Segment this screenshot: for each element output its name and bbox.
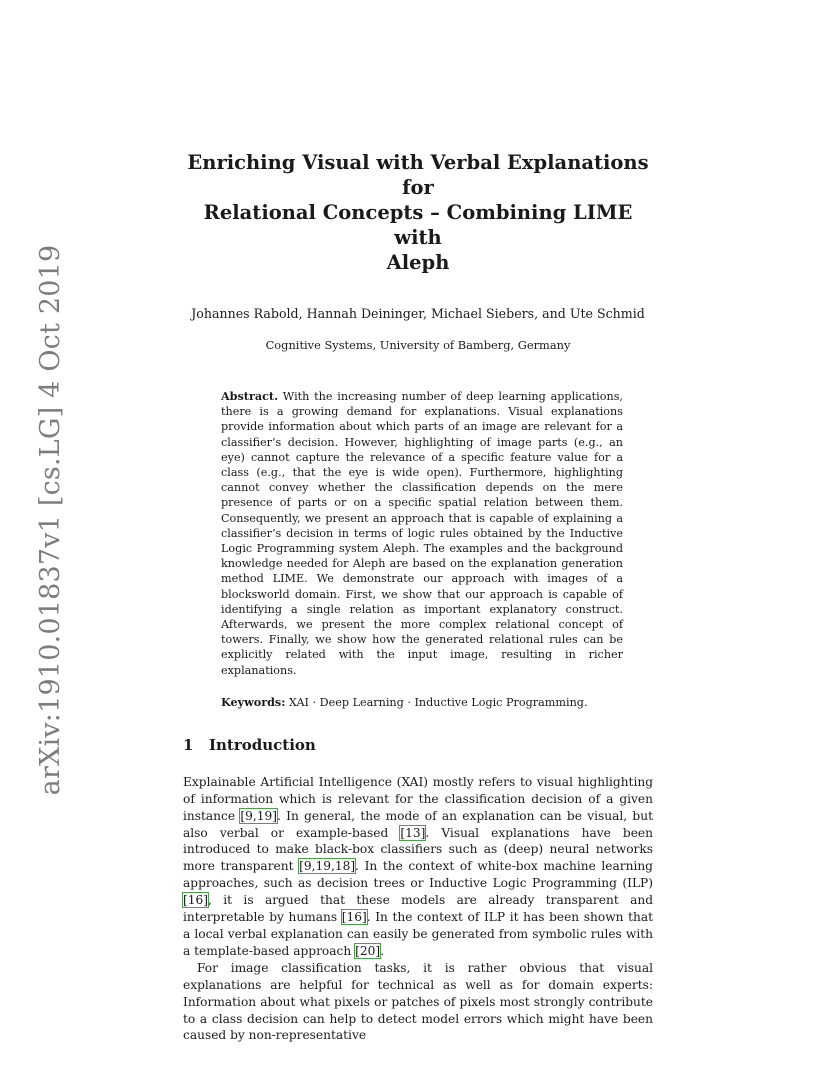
keywords-label: Keywords: [221, 694, 286, 709]
paragraph-text: For image classification tasks, it is rather obvious that visual explanations are helpful for technical as well as for domain experts: Information about what pixels or patches of pixels most strongly contribute to a class decision can help to detect model errors which might have been caused by non-representative [183, 960, 653, 1043]
paragraph-text: . In general, the mode of an explanation can be visual, but also verbal or example-based [183, 808, 653, 840]
citation-link[interactable]: [16] [183, 893, 209, 908]
paragraph-text: , it is argued that these models are already transparent and interpretable by humans [183, 893, 653, 925]
paper-first-page [183, 150, 653, 1044]
body-paragraph [183, 774, 653, 960]
paragraph-text: . In the context of ILP it has been shown that a local verbal explanation can easily be generated from symbolic rules with a template-based approach [183, 910, 653, 958]
citation-link[interactable]: [9,19] [240, 808, 277, 823]
abstract-label: Abstract. [221, 389, 278, 403]
section-title: Introduction [209, 735, 316, 754]
body-paragraph [183, 960, 653, 1045]
arxiv-identifier-stamp: arXiv:1910.01837v1 [cs.LG] 4 Oct 2019 [35, 244, 66, 796]
citation-link[interactable]: [16] [341, 910, 367, 925]
abstract [221, 389, 623, 678]
title-line: Relational Concepts – Combining LIME with [203, 201, 633, 249]
title-line: Enriching Visual with Verbal Explanations for [187, 151, 649, 199]
paragraph-text: . [380, 943, 384, 958]
paragraph-text: . In the context of white-box machine learning approaches, such as decision trees or Inductive Logic Programming (ILP) [183, 859, 653, 891]
keywords [221, 695, 623, 710]
paragraph-text: . Visual explanations have been introduced to make black-box classifiers such as (deep) neural networks more transparent [183, 825, 653, 874]
citation-link[interactable]: [13] [400, 825, 426, 840]
abstract-text: With the increasing number of deep learning applications, there is a growing demand for explanations. Visual explanations provide information about which parts of an image are relevant for a classifier’s decision. However, highlighting of image parts (e.g., an eye) cannot capture the relevance of a specific feature value for a class (e.g., that the eye is wide open). Furthermore, highlighting cannot convey whether the classification depends on the mere presence of parts or on a specific spatial relation between them. Consequently, we present an approach that is capable of explaining a classifier’s decision in terms of logic rules obtained by the Inductive Logic Programming system Aleph. The examples and the background knowledge needed for Aleph are based on the explanation generation method LIME. We demonstrate our approach with images of a blocksworld domain. First, we show that our approach is capable of identifying a single relation as important explanatory construct. Afterwards, we present the more complex relational concept of towers. Finally, we show how the generated relational rules can be explicitly related with the input image, resulting in richer explanations. [221, 390, 623, 677]
title-line: Aleph [386, 251, 450, 274]
section-heading-introduction [183, 735, 653, 755]
introduction-body [183, 774, 653, 1045]
citation-link[interactable]: [20] [355, 943, 381, 958]
citation-link[interactable]: [9,19,18] [299, 859, 356, 874]
section-number: 1 [183, 735, 194, 754]
author-list: Johannes Rabold, Hannah Deininger, Michael Siebers, and Ute Schmid [191, 306, 645, 321]
keywords-text: XAI · Deep Learning · Inductive Logic Programming. [288, 695, 588, 709]
affiliation: Cognitive Systems, University of Bamberg, Germany [265, 338, 571, 352]
paper-title [183, 150, 653, 275]
paragraph-text: Explainable Artificial Intelligence (XAI) mostly refers to visual highlighting of information which is relevant for the classification decision of a given instance [183, 774, 653, 823]
